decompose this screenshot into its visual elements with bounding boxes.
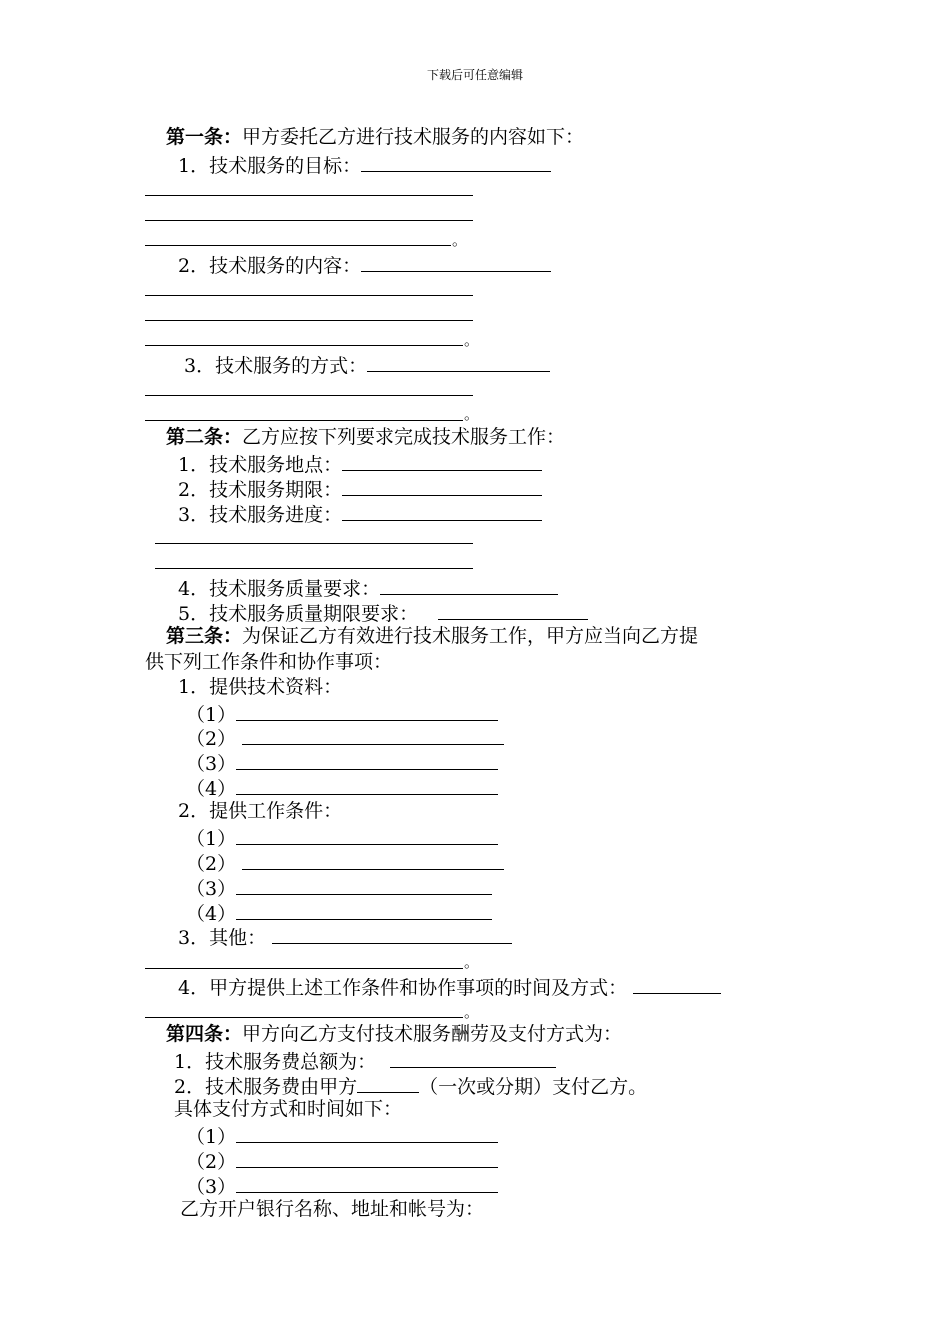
list-number: （2） bbox=[186, 1151, 237, 1173]
article-2-item-5 bbox=[178, 600, 588, 625]
list-item bbox=[186, 850, 504, 875]
list-number: （1） bbox=[186, 828, 237, 850]
blank-line[interactable] bbox=[145, 345, 463, 346]
article-2-item-2 bbox=[178, 476, 542, 501]
article-2-item-1-label: 1．技术服务地点： bbox=[178, 454, 343, 476]
list-item bbox=[186, 725, 504, 750]
article-2-title: 第二条： bbox=[166, 426, 243, 448]
period: 。 bbox=[464, 1003, 480, 1021]
blank-field[interactable] bbox=[361, 152, 551, 172]
list-item bbox=[186, 775, 498, 800]
list-item bbox=[186, 1173, 498, 1198]
article-3-item-1: 1．提供技术资料： bbox=[178, 676, 343, 698]
article-1-title: 第一条： bbox=[166, 126, 243, 148]
blank-field[interactable] bbox=[236, 701, 498, 721]
article-2-heading bbox=[166, 426, 565, 448]
blank-field[interactable] bbox=[236, 1123, 498, 1143]
blank-field[interactable] bbox=[342, 476, 542, 496]
article-2-text: 乙方应按下列要求完成技术服务工作： bbox=[242, 426, 566, 448]
article-4-item-2-label: 2．技术服务费由甲方 bbox=[174, 1076, 358, 1098]
article-3-title: 第三条： bbox=[166, 625, 243, 647]
list-item bbox=[186, 900, 492, 925]
blank-field[interactable] bbox=[633, 974, 721, 994]
period: 。 bbox=[452, 231, 468, 249]
blank-field[interactable] bbox=[367, 352, 550, 372]
blank-field[interactable] bbox=[236, 900, 492, 920]
blank-field[interactable] bbox=[361, 252, 551, 272]
list-number: （1） bbox=[186, 1126, 237, 1148]
blank-field[interactable] bbox=[342, 501, 542, 521]
article-3-heading bbox=[166, 625, 698, 647]
article-1-item-2-label: 2．技术服务的内容： bbox=[178, 255, 362, 277]
blank-field[interactable] bbox=[236, 1173, 498, 1193]
list-number: （4） bbox=[186, 778, 237, 800]
list-number: （2） bbox=[186, 728, 237, 750]
blank-field[interactable] bbox=[242, 725, 504, 745]
blank-field[interactable] bbox=[236, 750, 498, 770]
article-2-item-5-label: 5．技术服务质量期限要求： bbox=[178, 603, 419, 625]
article-3-text-line-2: 供下列工作条件和协作事项： bbox=[145, 651, 393, 673]
blank-line[interactable] bbox=[145, 195, 473, 196]
article-4-heading bbox=[166, 1023, 622, 1045]
blank-field[interactable] bbox=[242, 850, 504, 870]
blank-line[interactable] bbox=[145, 420, 463, 421]
blank-line[interactable] bbox=[145, 245, 451, 246]
article-3-item-4 bbox=[178, 974, 721, 999]
article-3-item-2: 2．提供工作条件： bbox=[178, 800, 343, 822]
page-header: 下载后可任意编辑 bbox=[426, 68, 523, 82]
article-4-bank-info: 乙方开户银行名称、地址和帐号为： bbox=[180, 1198, 485, 1220]
blank-line[interactable] bbox=[145, 968, 463, 969]
blank-line[interactable] bbox=[145, 1017, 463, 1018]
article-3-item-3 bbox=[178, 924, 512, 949]
list-number: （2） bbox=[186, 853, 237, 875]
list-number: （3） bbox=[186, 1176, 237, 1198]
blank-line[interactable] bbox=[145, 320, 473, 321]
list-item bbox=[186, 875, 492, 900]
article-2-item-4-label: 4．技术服务质量要求： bbox=[178, 578, 381, 600]
list-item bbox=[186, 1123, 498, 1148]
article-4-text: 甲方向乙方支付技术服务酬劳及支付方式为： bbox=[242, 1023, 623, 1045]
blank-field[interactable] bbox=[357, 1073, 419, 1093]
list-number: （3） bbox=[186, 753, 237, 775]
article-1-item-1 bbox=[178, 152, 551, 177]
article-1-heading bbox=[166, 126, 584, 148]
blank-field[interactable] bbox=[438, 600, 588, 620]
period: 。 bbox=[464, 331, 480, 349]
article-2-item-2-label: 2．技术服务期限： bbox=[178, 479, 343, 501]
article-2-item-3-label: 3．技术服务进度： bbox=[178, 504, 343, 526]
article-4-item-3: 具体支付方式和时间如下： bbox=[174, 1098, 403, 1120]
article-2-item-1 bbox=[178, 451, 542, 476]
blank-line[interactable] bbox=[155, 568, 473, 569]
article-4-item-1-label: 1．技术服务费总额为： bbox=[174, 1051, 377, 1073]
list-item bbox=[186, 750, 498, 775]
article-1-item-1-label: 1．技术服务的目标： bbox=[178, 155, 362, 177]
list-item bbox=[186, 1148, 498, 1173]
period: 。 bbox=[464, 953, 480, 971]
article-3-item-4-label: 4．甲方提供上述工作条件和协作事项的时间及方式： bbox=[178, 977, 628, 999]
list-number: （3） bbox=[186, 878, 237, 900]
article-2-item-3 bbox=[178, 501, 542, 526]
article-4-item-2-suffix: （一次或分期）支付乙方。 bbox=[419, 1076, 648, 1098]
article-1-item-3-label: 3．技术服务的方式： bbox=[184, 355, 368, 377]
article-3-item-3-label: 3．其他： bbox=[178, 927, 267, 949]
article-4-item-2 bbox=[174, 1073, 647, 1098]
article-4-title: 第四条： bbox=[166, 1023, 243, 1045]
blank-field[interactable] bbox=[380, 575, 558, 595]
blank-field[interactable] bbox=[236, 875, 492, 895]
blank-field[interactable] bbox=[342, 451, 542, 471]
blank-field[interactable] bbox=[272, 924, 512, 944]
list-number: （1） bbox=[186, 704, 237, 726]
blank-line[interactable] bbox=[145, 295, 473, 296]
blank-line[interactable] bbox=[145, 395, 473, 396]
blank-line[interactable] bbox=[145, 220, 473, 221]
article-1-text: 甲方委托乙方进行技术服务的内容如下： bbox=[242, 126, 585, 148]
period: 。 bbox=[464, 405, 480, 423]
blank-field[interactable] bbox=[390, 1048, 556, 1068]
list-item bbox=[186, 701, 498, 726]
article-1-item-3 bbox=[184, 352, 550, 377]
article-2-item-4 bbox=[178, 575, 558, 600]
article-1-item-2 bbox=[178, 252, 551, 277]
blank-field[interactable] bbox=[236, 1148, 498, 1168]
blank-field[interactable] bbox=[236, 775, 498, 795]
list-number: （4） bbox=[186, 903, 237, 925]
list-item bbox=[186, 825, 498, 850]
article-3-text: 为保证乙方有效进行技术服务工作，甲方应当向乙方提 bbox=[242, 625, 699, 647]
blank-line[interactable] bbox=[155, 543, 473, 544]
blank-field[interactable] bbox=[236, 825, 498, 845]
article-4-item-1 bbox=[174, 1048, 556, 1073]
